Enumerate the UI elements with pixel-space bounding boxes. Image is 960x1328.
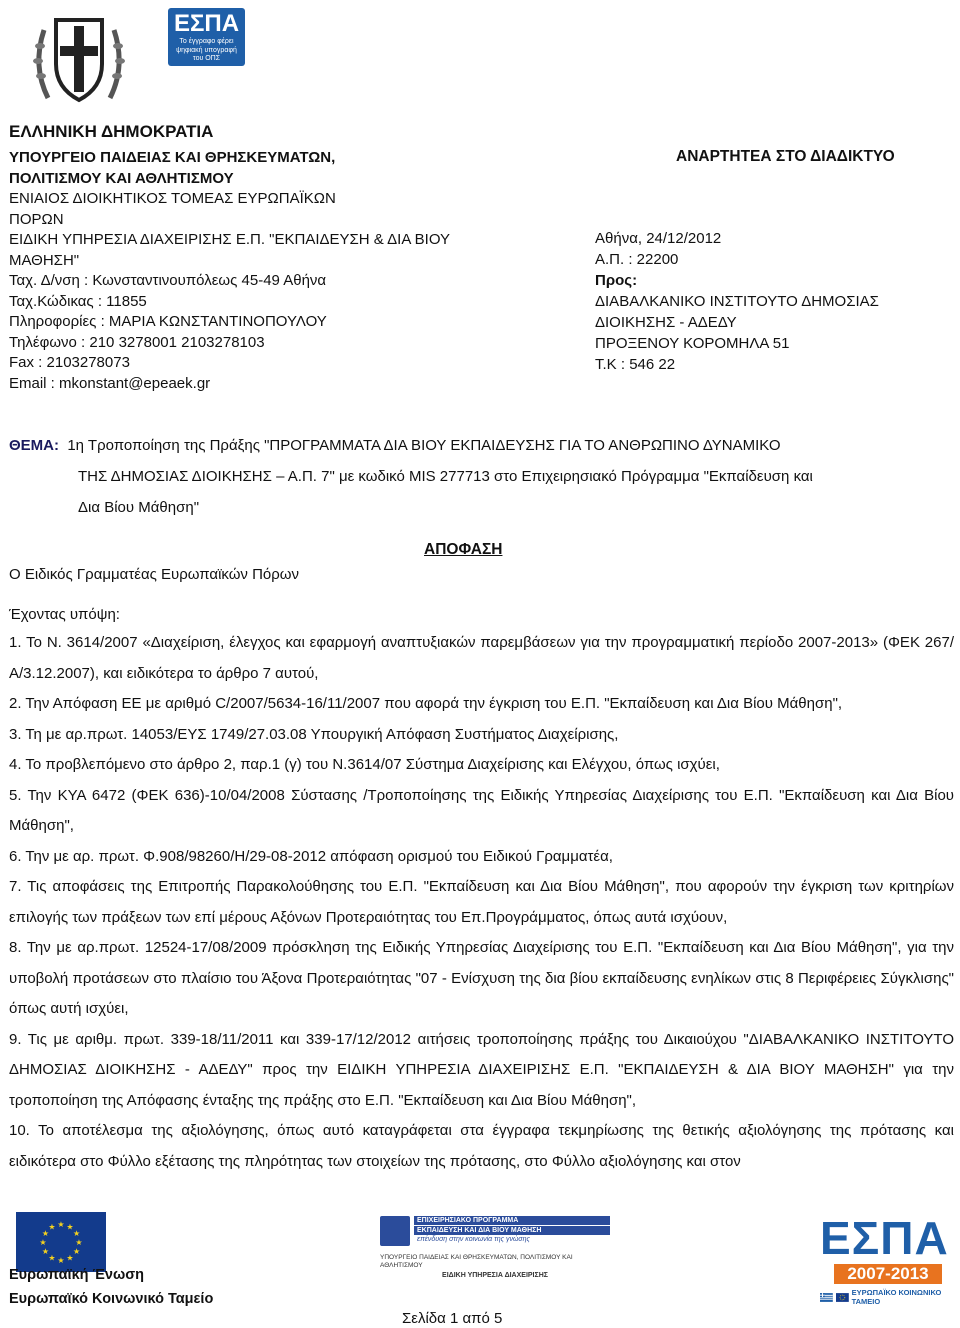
list-item: 3. Τη με αρ.πρωτ. 14053/ΕΥΣ 1749/27.03.08 Υπουργική Απόφαση Συστήματος Διαχείρισης, xyxy=(9,725,619,743)
posting-notice: ΑΝΑΡΤΗΤΕΑ ΣΤΟ ΔΙΑΔΙΚΤΥΟ xyxy=(676,148,895,165)
fax: Fax : 2103278073 xyxy=(9,354,130,371)
recipient-postcode: Τ.Κ : 546 22 xyxy=(595,356,676,373)
list-item: 1. Το Ν. 3614/2007 «Διαχείριση, έλεγχος και εφαρμογή αναπτυξιακών παρεμβάσεων για την προγραμματική περίοδο 2007-2013» (ΦΕΚ 267/Α/3.12.2007), και ειδικότερα το άρθρο 7 αυτού, xyxy=(9,634,954,682)
eu-star-icon: ★ xyxy=(48,1222,56,1232)
recipient-block xyxy=(595,228,955,375)
programme-line-2: ΕΚΠΑΙΔΕΥΣΗ ΚΑΙ ΔΙΑ ΒΙΟΥ ΜΑΘΗΣΗ xyxy=(414,1226,610,1235)
list-item: 10. Το αποτέλεσμα της αξιολόγησης, όπως αυτό καταγράφεται στα έγγραφα τεκμηρίωσης της θετικής αξιολόγησης της πρότασης και ειδικότερα στο Φύλλο εξέτασης της πληρότητας των στοιχείων της πρότασης, στο Φύλλο αξιολόγησης και στον xyxy=(9,1122,954,1170)
email: Email : mkonstant@epeaek.gr xyxy=(9,374,211,392)
operational-programme-logo xyxy=(380,1216,610,1298)
subject-label: ΘΕΜΑ: xyxy=(9,437,59,454)
eu-star-icon: ★ xyxy=(73,1229,81,1238)
list-item: 6. Την με αρ. πρωτ. Φ.908/98260/Η/29-08-2012 απόφαση ορισμού του Ειδικού Γραμματέα, xyxy=(9,847,613,865)
greek-coat-of-arms-icon xyxy=(28,6,130,108)
espa-logo-top xyxy=(168,8,245,66)
document-date: Αθήνα, 24/12/2012 xyxy=(595,230,722,247)
service-line-2: ΜΑΘΗΣΗ" xyxy=(9,251,80,269)
subject-line-3: Δια Βίου Μάθηση" xyxy=(78,499,200,516)
espa-years: 2007-2013 xyxy=(834,1264,942,1284)
subject-line-2: ΤΗΣ ΔΗΜΟΣΙΑΣ ΔΙΟΙΚΗΣΗΣ – Α.Π. 7" με κωδικό MIS 277713 στο Επιχειρησιακό Πρόγραμμα "Εκπαίδευση και xyxy=(78,468,813,485)
list-item: 7. Τις αποφάσεις της Επιτροπής Παρακολούθησης του Ε.Π. "Εκπαίδευση και Δια Βίου Μάθηση", που αφορούν την έγκριση των κριτηρίων επιλογής των πράξεων των επί μέρους Αξόνων Προτεραιότητας του Επ.Προγράμματος, όπως αυτά ισχύουν, xyxy=(9,878,954,926)
postcode: Ταχ.Κώδικας : 11855 xyxy=(9,292,147,310)
footer-eu-line-2: Ευρωπαϊκό Κοινωνικό Ταμείο xyxy=(9,1291,214,1307)
list-item: 8. Την με αρ.πρωτ. 12524-17/08/2009 πρόσκληση της Ειδικής Υπηρεσίας Διαχείρισης του Ε.Π. "Εκπαίδευση και Δια Βίου Μάθηση", για την υποβολή προτάσεων στο πλαίσιο του Άξονα Προτεραιότητας "07 - Ενίσχυση της δια βίου εκπαίδευσης ενηλίκων στις 8 Περιφέρειες Σύγκλισης" όπως αυτή ισχύει, xyxy=(9,939,954,1017)
page-number: Σελίδα 1 από 5 xyxy=(402,1310,503,1327)
espa-logo-text: ΕΣΠΑ xyxy=(173,10,240,37)
eu-star-icon: ★ xyxy=(48,1253,56,1263)
ministry-line-1: ΥΠΟΥΡΓΕΙΟ ΠΑΙΔΕΙΑΣ ΚΑΙ ΘΡΗΣΚΕΥΜΑΤΩΝ, xyxy=(9,149,336,166)
programme-line-4: ΥΠΟΥΡΓΕΙΟ ΠΑΙΔΕΙΑΣ ΚΑΙ ΘΡΗΣΚΕΥΜΑΤΩΝ, ΠΟΛΙΤΙΣΜΟΥ ΚΑΙ ΑΘΛΗΤΙΣΜΟΥ xyxy=(380,1254,573,1269)
programme-line-5: ΕΙΔΙΚΗ ΥΠΗΡΕΣΙΑ ΔΙΑΧΕΙΡΙΣΗΣ xyxy=(442,1272,548,1279)
eu-star-icon: ★ xyxy=(75,1238,83,1247)
list-item: 4. Το προβλεπόμενο στο άρθρο 2, παρ.1 (γ) του Ν.3614/07 Σύστημα Διαχείρισης και Ελέγχου, όπως ισχύει, xyxy=(9,756,720,773)
recipient-street: ΠΡΟΞΕΝΟΥ ΚΟΡΟΜΗΛΑ 51 xyxy=(595,335,790,352)
programme-line-1: ΕΠΙΧΕΙΡΗΣΙΑΚΟ ΠΡΟΓΡΑΜΜΑ xyxy=(414,1216,610,1225)
authority-line-2: ΠΟΡΩΝ xyxy=(9,210,64,228)
greek-flag-icon xyxy=(820,1292,833,1303)
address: Ταχ. Δ/νση : Κωνσταντινουπόλεως 45-49 Αθήνα xyxy=(9,272,327,289)
list-item: 5. Την ΚΥΑ 6472 (ΦΕΚ 636)-10/04/2008 Σύστασης /Τροποποίησης της Ειδικής Υπηρεσίας Διαχείρισης του Ε.Π. "Εκπαίδευση και Δια Βίου Μάθηση", xyxy=(9,786,954,834)
decision-title: ΑΠΟΦΑΣΗ xyxy=(424,541,503,558)
eu-star-icon: ★ xyxy=(57,1220,65,1229)
eu-flag-small-icon xyxy=(836,1292,849,1303)
eu-star-icon: ★ xyxy=(66,1253,74,1263)
list-item: 9. Τις με αριθμ. πρωτ. 339-18/11/2011 και 339-17/12/2012 αιτήσεις τροποποίησης πράξης του Δικαιούχου "ΔΙΑΒΑΛΚΑΝΙΚΟ ΙΝΣΤΙΤΟΥΤΟ ΔΗΜΟΣΙΑΣ ΔΙΟΙΚΗΣΗΣ - ΑΔΕΔΥ" προς την ΕΙΔΙΚΗ ΥΠΗΡΕΣΙΑ ΔΙΑΧΕΙΡΙΣΗΣ Ε.Π. "ΕΚΠΑΙΔΕΥΣΗ & ΔΙΑ ΒΙΟΥ ΜΑΘΗΣΗ" για την τροποποίηση της Απόφασης ένταξης της πράξης στο Ε.Π. "Εκπαίδευση και Δια Βίου Μάθηση", xyxy=(9,1030,954,1109)
eu-star-icon: ★ xyxy=(41,1229,49,1238)
service-line-1: ΕΙΔΙΚΗ ΥΠΗΡΕΣΙΑ ΔΙΑΧΕΙΡΙΣΗΣ Ε.Π. "ΕΚΠΑΙΔΕΥΣΗ & ΔΙΑ ΒΙΟΥ xyxy=(9,231,451,248)
sender-header xyxy=(9,120,549,394)
footer-eu-text xyxy=(9,1263,213,1311)
phone: Τηλέφωνο : 210 3278001 2103278103 xyxy=(9,333,265,351)
country-name: ΕΛΛΗΝΙΚΗ ΔΗΜΟΚΡΑΤΙΑ xyxy=(9,122,214,141)
secretary-title: Ο Ειδικός Γραμματέας Ευρωπαϊκών Πόρων xyxy=(9,566,300,583)
to-label: Προς: xyxy=(595,272,638,289)
subject-line-1: 1η Τροποποίηση της Πράξης "ΠΡΟΓΡΑΜΜΑΤΑ ΔΙΑ ΒΙΟΥ ΕΚΠΑΙΔΕΥΣΗΣ ΓΙΑ ΤΟ ΑΝΘΡΩΠΙΝΟ ΔΥΝΑΜΙΚΟ xyxy=(67,437,781,454)
subject-block xyxy=(9,430,954,523)
having-regard: Έχοντας υπόψη: xyxy=(9,606,120,623)
eu-star-icon: ★ xyxy=(39,1238,47,1247)
eu-star-icon: ★ xyxy=(57,1256,65,1265)
considerations-list xyxy=(9,628,954,1177)
espa-fund: ΕΥΡΩΠΑΪΚΟ ΚΟΙΝΩΝΙΚΟ ΤΑΜΕΙΟ xyxy=(851,1288,942,1306)
recipient-name-2: ΔΙΟΙΚΗΣΗΣ - ΑΔΕΔΥ xyxy=(595,314,737,331)
ministry-line-2: ΠΟΛΙΤΙΣΜΟΥ ΚΑΙ ΑΘΛΗΤΙΣΜΟΥ xyxy=(9,169,234,187)
footer-eu-line-1: Ευρωπαϊκή Ένωση xyxy=(9,1267,144,1283)
protocol-number: Α.Π. : 22200 xyxy=(595,251,679,268)
info-contact: Πληροφορίες : ΜΑΡΙΑ ΚΩΝΣΤΑΝΤΙΝΟΠΟΥΛΟΥ xyxy=(9,313,327,330)
espa-footer-text: ΕΣΠΑ xyxy=(820,1212,949,1264)
programme-emblem-icon xyxy=(380,1216,410,1246)
authority-line-1: ΕΝΙΑΙΟΣ ΔΙΟΙΚΗΤΙΚΟΣ ΤΟΜΕΑΣ ΕΥΡΩΠΑΪΚΩΝ xyxy=(9,190,336,207)
list-item: 2. Την Απόφαση ΕΕ με αριθμό C/2007/5634-16/11/2007 που αφορά την έγκριση του Ε.Π. "Εκπαίδευση και Δια Βίου Μάθηση", xyxy=(9,695,843,712)
espa-logo-footer xyxy=(820,1214,948,1314)
programme-line-3: επένδυση στην κοινωνία της γνώσης xyxy=(417,1236,530,1243)
eu-star-icon: ★ xyxy=(66,1222,74,1232)
eu-star-icon: ★ xyxy=(41,1247,49,1256)
recipient-name-1: ΔΙΑΒΑΛΚΑΝΙΚΟ ΙΝΣΤΙΤΟΥΤΟ ΔΗΜΟΣΙΑΣ xyxy=(595,293,879,310)
eu-star-icon: ★ xyxy=(73,1247,81,1256)
espa-logo-caption: Το έγγραφο φέρει ψηφιακή υπογραφή του ΟΠΣ xyxy=(176,38,237,62)
